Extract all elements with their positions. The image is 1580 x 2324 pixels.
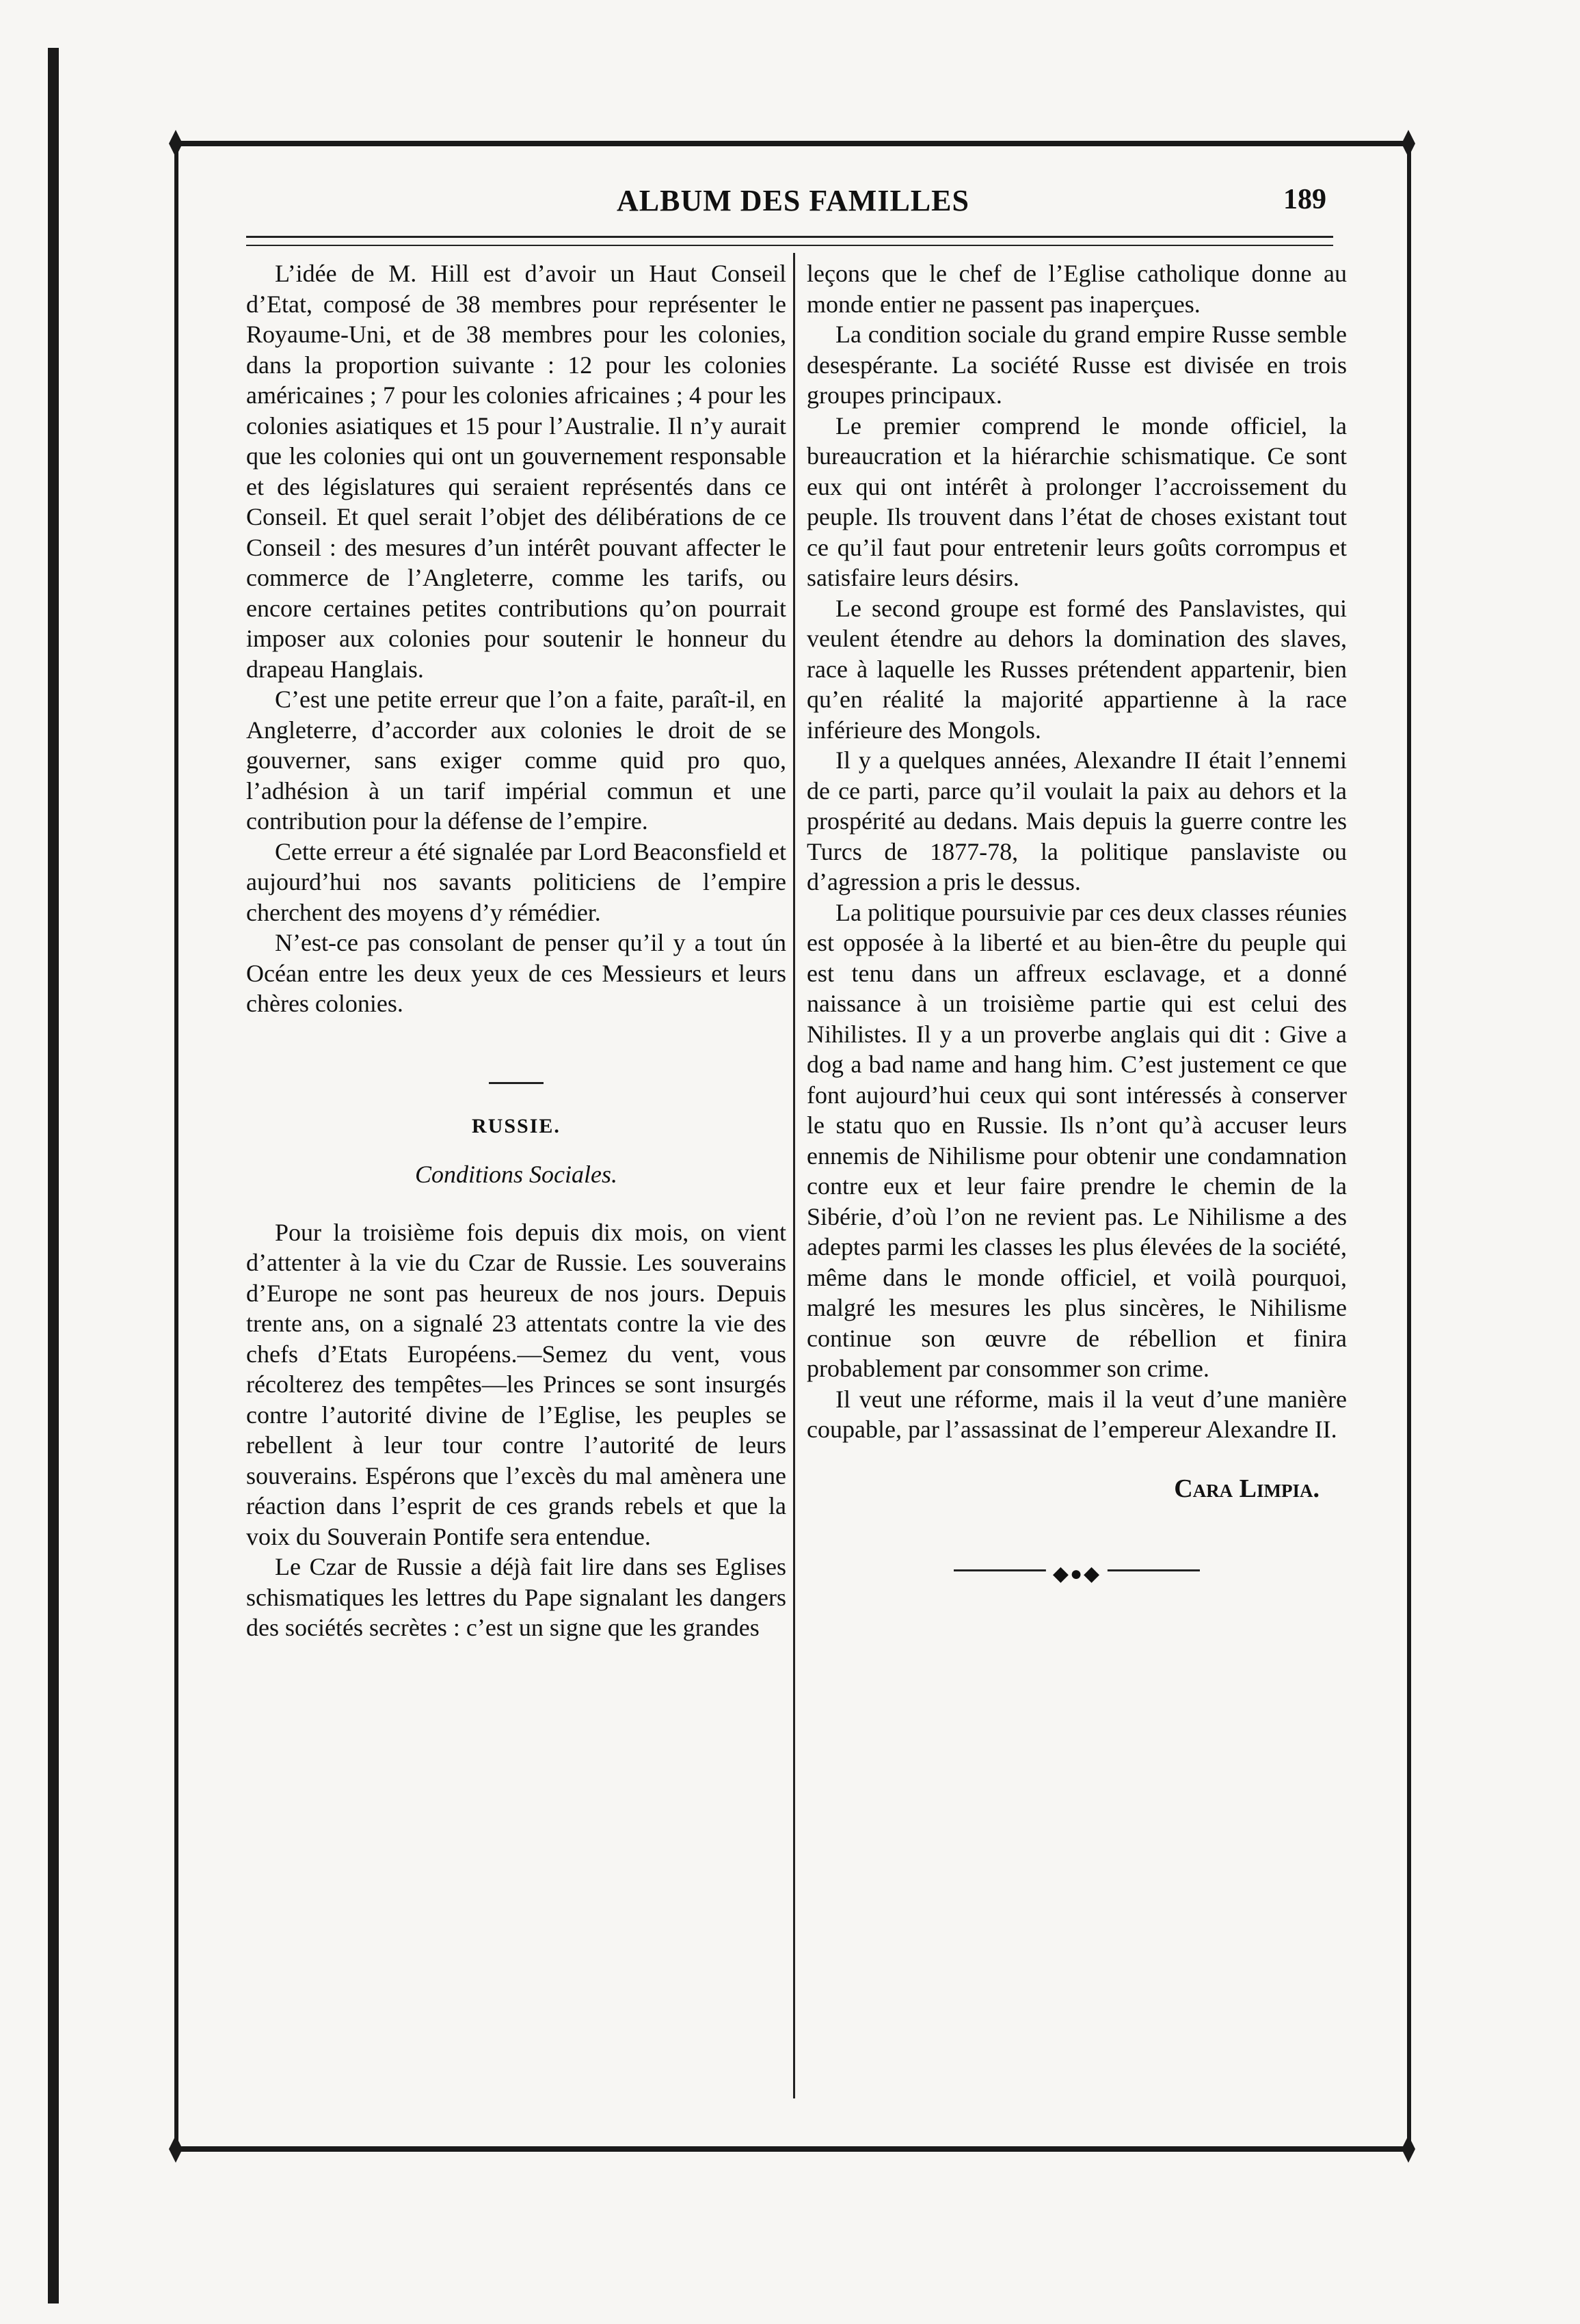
corner-ornament-bottom-left [162,2135,189,2163]
running-header [232,171,1354,226]
paragraph: Il veut une réforme, mais il la veut d’une manière coupable, par l’assassinat de l’empereur Alexandre II. [807,1385,1347,1443]
paragraph: Pour la troisième fois depuis dix mois, on vient d’attenter à la vie du Czar de Russie. Les souverains d’Europe ne sont pas heureux de nos jours. Depuis trente ans, on a signalé 23 attentats contre la vie des chefs d’Etats Européens.—Semez du vent, vous récolterez des tempêtes—les Princes se sont insurgés contre l’autorité divine de l’Eglise, les peuples se rebellent à leur tour contre l’autorité de leurs souverains. Espérons que l’excès du mal amènera une réaction dans l’esprit de ces grands rebels et que la voix du Souverain Pontife sera entendue. [246,1218,786,1550]
frame-right-border [1407,141,1411,2152]
author-signature: Cara Limpia. [1174,1474,1320,1503]
journal-title: ALBUM DES FAMILLES [617,184,969,217]
section-title: RUSSIE. [472,1114,561,1137]
frame-left-border [174,141,178,2152]
paragraph: Cette erreur a été signalée par Lord Beaconsfield et aujourd’hui nos savants politiciens de l’empire cherchent des moyens d’y rémédier. [246,837,786,926]
corner-ornament-top-right [1395,130,1422,157]
binding-edge [48,48,59,2303]
end-ornament [954,1563,1200,1585]
paragraph: C’est une petite erreur que l’on a faite, paraît-il, en Angleterre, d’accorder aux colonies le droit de se gouverner, sans exiger comme quid pro quo, l’adhésion à un tarif impérial commun et une contribution pour la défense de l’empire. [246,686,786,835]
paragraph: Le second groupe est formé des Panslavistes, qui veulent étendre au dehors la domination des slaves, race à laquelle les Russes prétendent appartenir, bien qu’en réalité la majorité appartienne à la race inférieure des Mongols. [807,594,1347,744]
column-divider [793,253,795,2098]
header-rule [246,236,1333,246]
paragraph: N’est-ce pas consolant de penser qu’il y a tout ún Océan entre les deux yeux de ces Messieurs et leurs chères colonies. [246,929,786,1017]
paragraph: Il y a quelques années, Alexandre II était l’ennemi de ce parti, parce qu’il voulait la paix au dehors et la prospérité au dedans. Mais depuis la guerre contre les Turcs de 1877-78, la politique panslaviste ou d’agression a pris le dessus. [807,746,1347,895]
paragraph: L’idée de M. Hill est d’avoir un Haut Conseil d’Etat, composé de 38 membres pour représenter le Royaume-Uni, et de 38 membres pour les colonies, dans la proportion suivante : 12 pour les colonies américaines ; 7 pour les colonies africaines ; 4 pour les colonies asiatiques et 15 pour l’Australie. Il n’y aurait que les colonies qui ont un gouvernement responsable et des législatures qui seraient représentés dans ce Conseil. Et quel serait l’objet des délibérations de ce Conseil : des mesures d’un intérêt pouvant affecter le commerce de l’Angleterre, comme les tarifs, ou encore certaines petites contributions qu’on pourrait imposer aux colonies pour soutenir le honneur du drapeau Hanglais. [246,260,786,683]
fleuron-icon: ◆●◆ [1046,1559,1108,1590]
corner-ornament-bottom-right [1395,2135,1422,2163]
frame-bottom-border [178,2146,1408,2152]
paragraph: La condition sociale du grand empire Russe semble desespérante. La société Russe est divisée en trois groupes principaux. [807,321,1347,409]
paragraph: Le Czar de Russie a déjà fait lire dans ses Eglises schismatiques les lettres du Pape signalant les dangers des sociétés secrètes : c’est un signe que les grandes [246,1553,786,1641]
right-column [807,258,1347,1585]
page-number: 189 [1283,184,1326,215]
paragraph-continued: leçons que le chef de l’Eglise catholique donne au monde entier ne passent pas inaperçues. [807,260,1347,318]
section-separator [489,1082,544,1084]
left-column [246,258,786,1643]
frame-top-border [178,141,1408,146]
section-subtitle: Conditions Sociales. [415,1161,617,1188]
paragraph: Le premier comprend le monde officiel, la bureaucration et la hiérarchie schismatique. Ce sont eux qui ont intérêt à prolonger l’accroissement du peuple. Ils trouvent dans l’état de choses existant tout ce qu’il faut pour entretenir leurs goûts corrompus et satisfaire leurs désirs. [807,411,1347,591]
corner-ornament-top-left [162,130,189,157]
paragraph: La politique poursuivie par ces deux classes réunies est opposée à la liberté et au bien-être du peuple qui est tenu dans un affreux esclavage, et a donné naissance à un troisième partie qui est celui des Nihilistes. Il y a un proverbe anglais qui dit : Give a dog a bad name and hang him. C’est justement ce que font aujourd’hui ceux qui sont intéressés à conserver le statu quo en Russie. Ils n’ont qu’à accuser leurs ennemis de Nihilisme pour obtenir une condamnation contre eux et leur faire prendre le chemin de la Sibérie, d’où l’on ne revient pas. Le Nihilisme a des adeptes parmi les classes les plus élevées de la société, même dans le monde officiel, et voilà pourquoi, malgré les mesures les plus sincères, le Nihilisme continue son œuvre de rébellion et finira probablement par consommer son crime. [807,898,1347,1382]
